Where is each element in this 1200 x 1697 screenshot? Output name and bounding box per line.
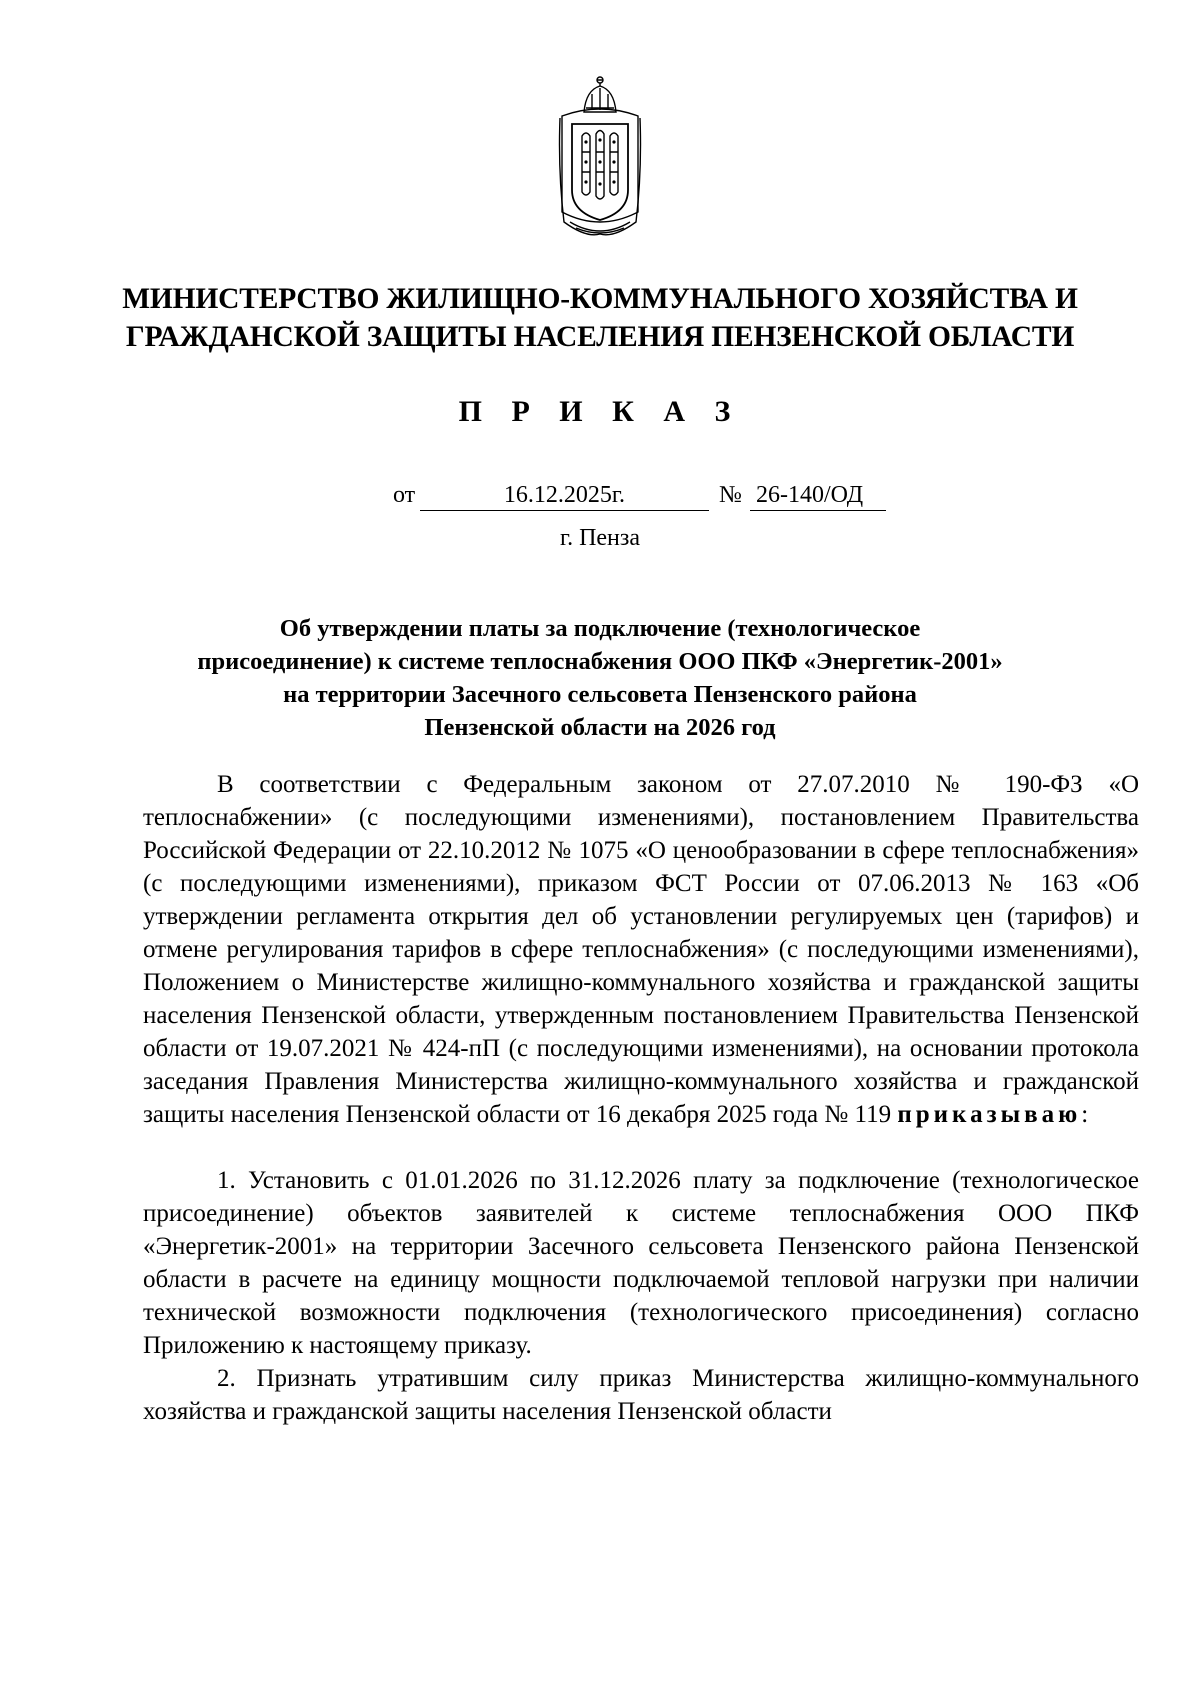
ministry-title: [0, 280, 1200, 356]
document-type-heading: П Р И К А З: [458, 395, 742, 428]
city-line: г. Пенза: [559, 525, 641, 551]
order-item: 1. Установить с 01.01.2026 по 31.12.2026 плату за подключение (технологическое присоединение) объектов заявителей к системе теплоснабжения ООО ПКФ «Энергетик-2001» на территории Засечного сельсовета Пензенского района Пензенской области в расчете на единицу мощности подключаемой тепловой нагрузки при наличии технической возможности подключения (технологического присоединения) согласно Приложению к настоящему приказу.: [143, 1167, 1139, 1359]
document-body: [143, 768, 1139, 1428]
preamble-text: В соответствии с Федеральным законом от 27.07.2010 № 190-ФЗ «О теплоснабжении» (с последующими изменениями), постановлением Правительства Российской Федерации от 22.10.2012 № 1075 «О ценообразовании в сфере теплоснабжения» (с последующими изменениями), приказом ФСТ России от 07.06.2013 № 163 «Об утверждении регламента открытия дел об установлении регулируемых цен (тарифов) и отмене регулирования тарифов в сфере теплоснабжения» (с последующими изменениями), Положением о Министерстве жилищно-коммунального хозяйства и гражданской защиты населения Пензенской области, утвержденным постановлением Правительства Пензенской области от 19.07.2021 № 424-пП (с последующими изменениями), на основании протокола заседания Правления Министерства жилищно-коммунального хозяйства и гражданской защиты населения Пензенской области от 16 декабря 2025 года № 119: [143, 771, 1139, 1128]
subject-line: присоединение) к системе теплоснабжения ООО ПКФ «Энергетик-2001»: [197, 648, 1003, 675]
subject-line: на территории Засечного сельсовета Пензенского района: [283, 681, 917, 708]
ministry-title-line: МИНИСТЕРСТВО ЖИЛИЩНО-КОММУНАЛЬНОГО ХОЗЯЙСТВА И: [122, 283, 1078, 315]
date-value: 16.12.2025г.: [420, 480, 709, 511]
order-item: 2. Признать утратившим силу приказ Министерства жилищно-коммунального хозяйства и гражданской защиты населения Пензенской области: [143, 1365, 1139, 1425]
order-colon: :: [1081, 1101, 1089, 1128]
preamble-paragraph: [143, 768, 1139, 1131]
subject-line: Об утверждении платы за подключение (технологическое: [279, 615, 921, 642]
document-subject: [120, 612, 1080, 744]
document-number: 26-140/ОД: [750, 480, 886, 511]
coat-of-arms-emblem: [556, 72, 644, 240]
order-word: приказываю: [897, 1101, 1082, 1128]
ministry-title-line: ГРАЖДАНСКОЙ ЗАЩИТЫ НАСЕЛЕНИЯ ПЕНЗЕНСКОЙ ОБЛАСТИ: [125, 321, 1075, 353]
number-label: №: [719, 482, 742, 508]
date-label: от: [393, 482, 416, 508]
subject-line: Пензенской области на 2026 год: [424, 714, 776, 741]
